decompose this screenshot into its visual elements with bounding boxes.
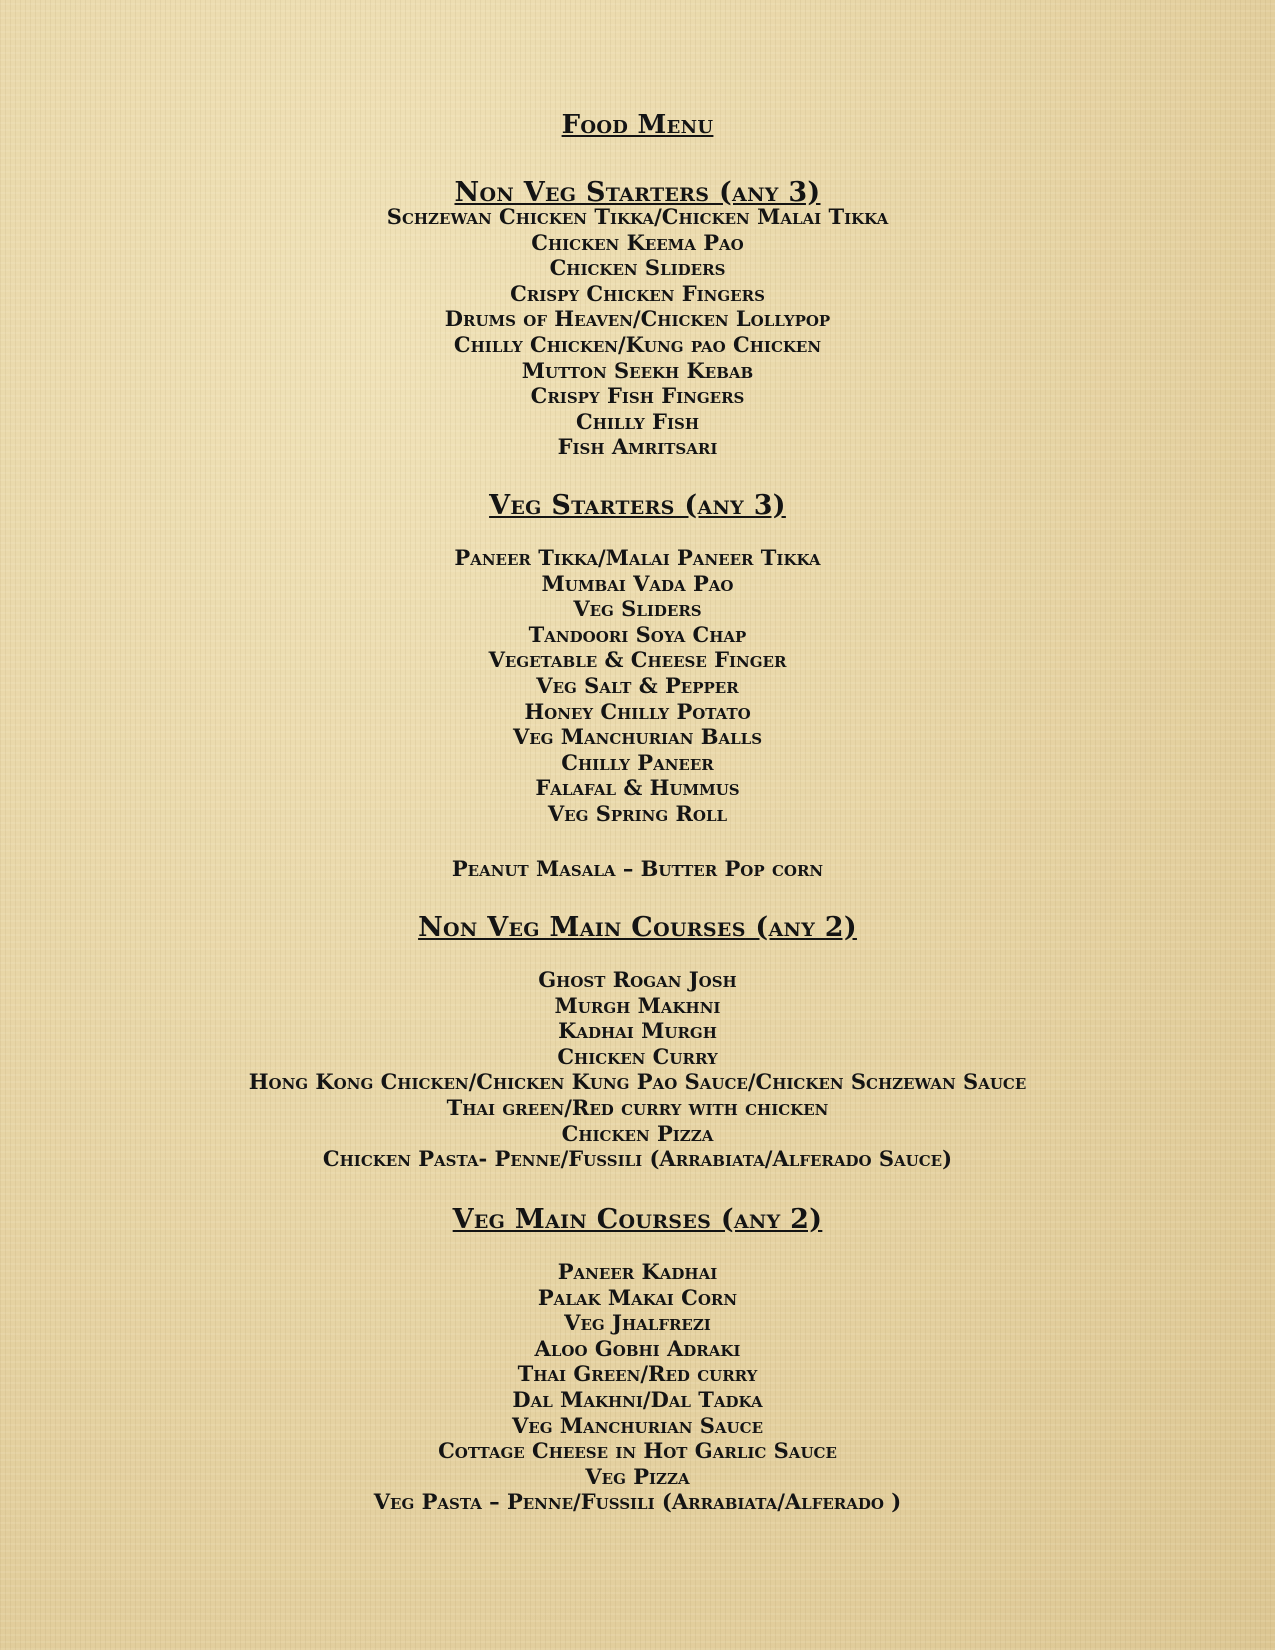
menu-item: Chicken Pasta- Penne/Fussili (Arrabiata/Alferado Sauce)	[322, 1146, 953, 1172]
menu-item: Cottage Cheese in Hot Garlic Sauce	[438, 1438, 837, 1464]
section-heading: Non Veg Starters (any 3)	[454, 177, 821, 208]
menu-item: Paneer Kadhai	[557, 1259, 718, 1284]
section-heading: Non Veg Main Courses (any 2)	[418, 912, 857, 943]
menu-item-list	[0, 1259, 1275, 1515]
menu-item-list	[0, 204, 1275, 460]
menu-item-list	[0, 967, 1275, 1172]
menu-item: Mutton Seekh Kebab	[521, 357, 754, 383]
section-heading: Veg Starters (any 3)	[489, 490, 786, 521]
nonveg-starters-section	[0, 176, 1275, 460]
menu-item: Aloo Gobhi Adraki	[534, 1335, 741, 1361]
menu-item: Chilly Paneer	[561, 749, 714, 775]
menu-item: Thai green/Red curry with chicken	[446, 1094, 829, 1120]
menu-item: Chicken Pizza	[561, 1120, 714, 1146]
menu-item: Schzewan Chicken Tikka/Chicken Malai Tikka	[386, 204, 889, 229]
menu-item: Veg Pizza	[585, 1463, 690, 1489]
menu-item: Dal Makhni/Dal Tadka	[512, 1386, 763, 1412]
menu-item-list	[0, 545, 1275, 827]
menu-item: Mumbai Vada Pao	[541, 570, 734, 596]
menu-item: Falafal & Hummus	[535, 775, 740, 801]
menu-item: Veg Sliders	[573, 596, 702, 622]
menu-item: Paneer Tikka/Malai Paneer Tikka	[454, 545, 821, 570]
menu-item: Crispy Chicken Fingers	[510, 280, 765, 306]
menu-item: Chilly Fish	[576, 408, 699, 434]
menu-item: Veg Pasta – Penne/Fussili (Arrabiata/Alferado )	[373, 1489, 902, 1515]
menu-item: Kadhai Murgh	[558, 1018, 717, 1044]
menu-item: Veg Salt & Pepper	[536, 672, 739, 698]
menu-item: Honey Chilly Potato	[524, 698, 751, 724]
menu-title: Food Menu	[561, 110, 714, 140]
nonveg-main-courses-section	[0, 911, 1275, 1172]
menu-item: Veg Manchurian Balls	[512, 724, 763, 750]
menu-item: Chilly Chicken/Kung pao Chicken	[453, 331, 822, 357]
menu-item: Fish Amritsari	[557, 434, 718, 460]
menu-item: Crispy Fish Fingers	[530, 383, 745, 409]
menu-item: Ghost Rogan Josh	[538, 967, 737, 992]
menu-item: Chicken Curry	[557, 1043, 718, 1069]
menu-item: Vegetable & Cheese Finger	[488, 647, 787, 673]
menu-item: Drums of Heaven/Chicken Lollypop	[444, 306, 831, 332]
menu-item: Chicken Keema Pao	[531, 229, 744, 255]
menu-item: Veg Jhalfrezi	[564, 1310, 711, 1336]
veg-starters-section	[0, 489, 1275, 827]
menu-item: Chicken Sliders	[549, 255, 726, 281]
menu-item: Murgh Makhni	[554, 992, 721, 1018]
menu-item: Palak Makai Corn	[537, 1284, 738, 1310]
menu-item: Veg Manchurian Sauce	[511, 1412, 764, 1438]
menu-item: Veg Spring Roll	[547, 800, 728, 826]
veg-main-courses-section	[0, 1203, 1275, 1515]
menu-item: Tandoori Soya Chap	[528, 621, 747, 647]
menu-item: Thai Green/Red curry	[517, 1361, 758, 1387]
menu-item: Hong Kong Chicken/Chicken Kung Pao Sauce/Chicken Schzewan Sauce	[248, 1069, 1027, 1095]
extra-menu-item: Peanut Masala – Butter Pop corn	[451, 856, 824, 881]
section-heading: Veg Main Courses (any 2)	[452, 1204, 823, 1235]
